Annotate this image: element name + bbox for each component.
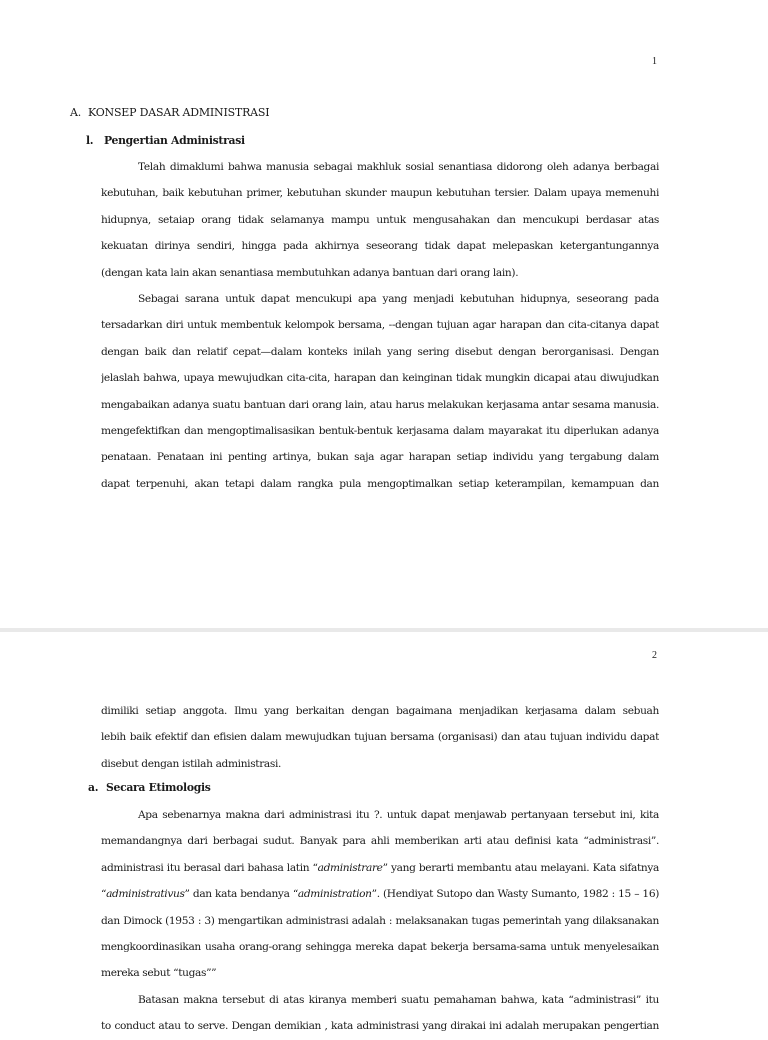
text-line: to conduct atau to serve. Dengan demikian , kata administrasi yang dirakai ini adalah merupakan pengertian: [101, 1020, 659, 1033]
text-run: ”. (Hendiyat Sutopo dan Wasty Sumanto, 1982 : 15 – 16): [371, 888, 659, 901]
text-line: disebut dengan istilah administrasi.: [101, 757, 282, 770]
text-line: dapat terpenuhi, akan tetapi dalam rangka pula mengoptimalkan setiap keterampilan, kemampuan dan: [101, 477, 659, 490]
text-line: jelaslah bahwa, upaya mewujudkan cita-cita, harapan dan keinginan tidak mungkin dicapai atau diwujudkan: [101, 372, 659, 385]
text-line: kebutuhan, baik kebutuhan primer, kebutuhan skunder maupun kebutuhan tersier. Dalam upaya memenuhi: [101, 187, 659, 200]
text-line: Apa sebenarnya makna dari administrasi itu ?. untuk dapat menjawab pertanyaan tersebut ini, kita: [138, 809, 659, 821]
subsection-title: Pengertian Administrasi: [104, 134, 245, 147]
text-line: Telah dimaklumi bahwa manusia sebagai makhluk sosial senantiasa didorong oleh adanya berbagai: [138, 161, 659, 173]
text-line: mengefektifkan dan mengoptimalisasikan bentuk-bentuk kerjasama dalam mayarakat itu diperlukan adanya: [101, 424, 659, 437]
latin-term: administration: [297, 888, 372, 901]
section-title: KONSEP DASAR ADMINISTRASI: [88, 106, 270, 119]
text-line: [101, 881, 659, 907]
subsection-heading-a: [88, 781, 211, 794]
text-run: ” yang berarti membantu atau melayani. Kata sifatnya: [382, 861, 659, 874]
text-line: lebih baik efektif dan efisien dalam mewujudkan tujuan bersama (organisasi) dan atau tujuan individu dapat: [101, 731, 659, 744]
text-line: memandangnya dari berbagai sudut. Banyak para ahli memberikan arti atau definisi kata “administrasi”.: [101, 835, 659, 848]
text-line: dimiliki setiap anggota. Ilmu yang berkaitan dengan bagaimana menjadikan kerjasama dalam sebuah: [101, 705, 659, 717]
text-line: mengkoordinasikan usaha orang-orang sehingga mereka dapat bekerja bersama-sama untuk menyelesaikan: [101, 940, 659, 953]
text-line: kekuatan dirinya sendiri, hingga pada akhirnya seseorang tidak dapat melepaskan ketergantungannya: [101, 240, 659, 253]
text-run: “: [101, 888, 107, 901]
subsection-heading-1: [86, 134, 245, 147]
text-line: tersadarkan diri untuk membentuk kelompok bersama, --dengan tujuan agar harapan dan cita-citanya dapat: [101, 319, 659, 332]
subsection-number: l.: [86, 134, 94, 147]
text-line: Batasan makna tersebut di atas kiranya memberi suatu pemahaman bahwa, kata “administrasi” itu: [138, 993, 659, 1006]
body-paragraphs: [101, 802, 659, 1040]
text-line: dan Dimock (1953 : 3) mengartikan administrasi adalah : melaksanakan tugas pemerintah yang dilaksanakan: [101, 914, 659, 927]
page-number: 2: [652, 650, 657, 661]
text-run: administrasi itu berasal dari bahasa latin “: [101, 861, 318, 874]
text-run: ” dan kata bendanya “: [184, 888, 298, 901]
text-line: mereka sebut “tugas””: [101, 967, 217, 980]
text-line: hidupnya, setaiap orang tidak selamanya mampu untuk mengusahakan dan mencukupi berdasar atas: [101, 213, 659, 226]
latin-term: administrativus: [106, 888, 185, 901]
section-heading-a: [70, 106, 269, 119]
text-line: [101, 855, 659, 881]
continued-paragraph: [101, 698, 659, 777]
text-line: (dengan kata lain akan senantiasa membutuhkan adanya bantuan dari orang lain).: [101, 266, 519, 279]
subsection-title: Secara Etimologis: [106, 781, 211, 794]
subsection-number: a.: [88, 781, 99, 794]
body-paragraphs: [101, 154, 659, 497]
text-line: Sebagai sarana untuk dapat mencukupi apa yang menjadi kebutuhan hidupnya, seseorang pada: [138, 292, 659, 305]
text-line: penataan. Penataan ini penting artinya, bukan saja agar harapan setiap individu yang tergabung dalam: [101, 451, 659, 464]
document-page-2: [0, 632, 768, 1033]
text-line: mengabaikan adanya suatu bantuan dari orang lain, atau harus melakukan kerjasama antar sesama manusia.: [101, 398, 659, 411]
page-number: 1: [652, 56, 657, 67]
section-number: A.: [70, 106, 82, 119]
latin-term: administrare: [317, 861, 383, 874]
text-line: dengan baik dan relatif cepat—dalam konteks inilah yang sering disebut dengan berorganisasi. Dengan: [101, 345, 659, 358]
